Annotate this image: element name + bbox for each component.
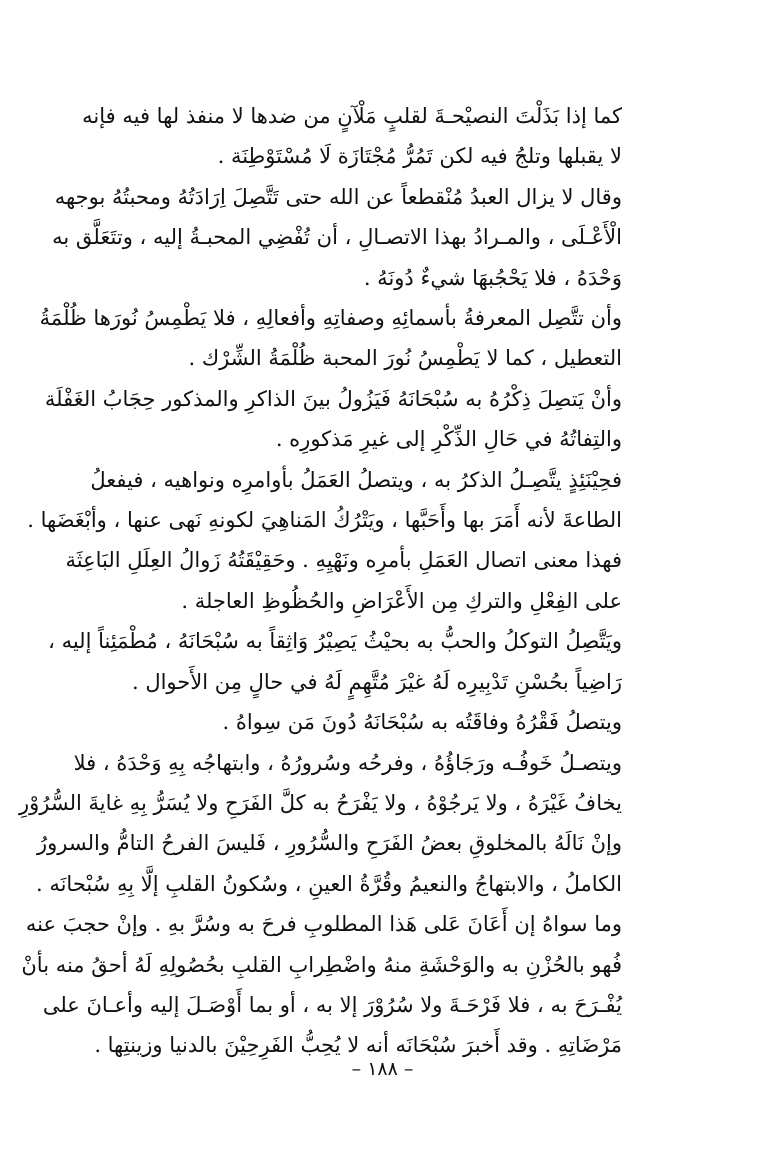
paragraph-6	[65, 540, 643, 621]
text-line: وَحْدَهُ ، فلا يَحْجُبهَا شيءٌ دُونَهُ .	[363, 265, 622, 290]
text-line: يخافُ غَيْرَهُ ، ولا يَرجُوْهُ ، ولا يَفْرَحُ به كلَّ الفَرَحِ ولا يُسَرُّ بِهِ غايةَ السُّرُوْرِ	[19, 790, 622, 815]
paragraph-5	[27, 460, 643, 541]
text-line: ويتصلُ فَقْرُهُ وفاقَتُه به سُبْحَانَهُ دُونَ مَن سِواهُ .	[222, 710, 622, 735]
text-line: الْأَعْـلَى ، والمـرادُ بهذا الاتصـالِ ، أن تُفْضِي المحبـةُ إليه ، وتتَعَلَّق به	[52, 225, 622, 250]
paragraph-7	[48, 621, 643, 702]
paragraph-4	[44, 379, 643, 460]
text-line: كما إذا بَذَلْتَ النصيْحـةَ لقلبٍ مَلْآنٍ من ضدها لا منفذ لها فيه فإنه	[82, 104, 622, 128]
text-line: وأن تتَّصِل المعرفةُ بأسمائِهِ وصفاتِهِ وأفعالِهِ ، فلا يَطْمِسُ نُورَها ظُلْمَةُ	[39, 306, 622, 331]
text-line: وقال لا يزال العبدُ مُنْقطعاً عن الله حتى تَتَّصِلَ اِرَادَتُهُ ومحبتُهُ بوجهه	[54, 184, 622, 209]
paragraph-2	[52, 177, 643, 298]
page-number: – ١٨٨ –	[351, 1058, 414, 1080]
paragraph-8	[117, 702, 643, 742]
text-line: الطاعةَ لأنه أَمَرَ بها وأَحَبَّها ، ويَتْرُكُ المَناهِيَ لكونهِ نَهى عنها ، وأبْغَضَها .	[27, 508, 622, 533]
text-line: فُهو بالحُزْنِ به والوَحْشَةِ منهُ واضْطِرابِ القلبِ بحُصُولِهِ لَهُ أحقُ منه بأنْ	[21, 952, 622, 977]
body-text	[19, 96, 643, 1066]
text-line: ويَتَّصِلُ التوكلُ والحبُّ به بحيْثُ يَصِيْرُ وَاثِقاً به سُبْحَانَهُ ، مُطْمَئِناً إليه ،	[48, 629, 622, 654]
text-line: وما سواهُ إن أَعَانَ عَلى هَذا المطلوبِ فرحَ به وسُرَّ بهِ . وإنْ حجبَ عنه	[25, 912, 622, 937]
paragraph-10	[35, 823, 643, 904]
paragraph-3	[39, 298, 643, 379]
text-line: فحِيْنَئِذٍ يتَّصِـلُ الذكرُ به ، ويتصلُ العَمَلُ بأوامرِه ونواهيه ، فيفعلُ	[90, 467, 622, 492]
text-line: مَرْضَاتِهِ . وقد أَخبرَ سُبْحَانَه أنه لا يُحِبُّ الفَرِحِيْنَ بالدنيا وزينتِها .	[94, 1033, 622, 1058]
text-line: على الفِعْلِ والتركِ مِن الأَعْرَاضِ والحُظُوظِ العاجلة .	[181, 588, 622, 613]
paragraph-1	[82, 96, 643, 177]
text-line: وإنْ نَالَهُ بالمخلوقِ بعضُ الفَرَحِ والسُّرُورِ ، فَليسَ الفرحُ التامُّ والسرورُ	[37, 831, 622, 856]
text-line: وأنْ يَتصِلَ ذِكْرُهُ به سُبْحَانَهُ فَيَزُولُ بينَ الذاكرِ والمذكور حِجَابُ الغَفْلَة	[44, 386, 622, 411]
paragraph-11	[21, 904, 643, 1066]
paragraph-9	[19, 743, 643, 824]
text-line: التعطيل ، كما لا يَطْمِسُ نُورَ المحبة ظُلْمَةُ الشِّرْك .	[188, 346, 622, 371]
text-line: رَاضِياً بحُسْنِ تَدْبِيرِه لَهُ غيْرَ مُتَّهِمٍ لَهُ في حالٍ مِن الأَحوال .	[131, 669, 622, 694]
text-line: الكاملُ ، والابتهاجُ والنعيمُ وقُرَّةُ العينِ ، وسُكونُ القلبِ إلَّا بِهِ سُبْحانَه .	[35, 871, 622, 896]
text-line: فهذا معنى اتصال العَمَلِ بأمرِه ونَهْيِهِ . وحَقِيْقَتُهُ زَوالُ العِلَلِ البَاعِثَة	[65, 548, 622, 573]
text-line: لا يقبلها وتلجُ فيه لكن تَمُرُّ مُجْتَازَة لَا مُسْتَوْطِنَة .	[217, 144, 622, 169]
text-line: والتِفاتُهُ في حَالِ الذِّكْرِ إلى غيرِ مَذكورِه .	[275, 427, 622, 452]
text-line: ويتصـلُ خَوفُـه ورَجَاؤُهُ ، وفرحُه وسُرورُهُ ، وابتهاجُه بِهِ وَحْدَهُ ، فلا	[73, 750, 622, 775]
text-line: يُفْـرَحَ به ، فلا فَرْحَـةَ ولا سُرُوْرَ إلا به ، أو بما أَوْصَـلَ إليه وأعـانَ على	[42, 992, 622, 1017]
